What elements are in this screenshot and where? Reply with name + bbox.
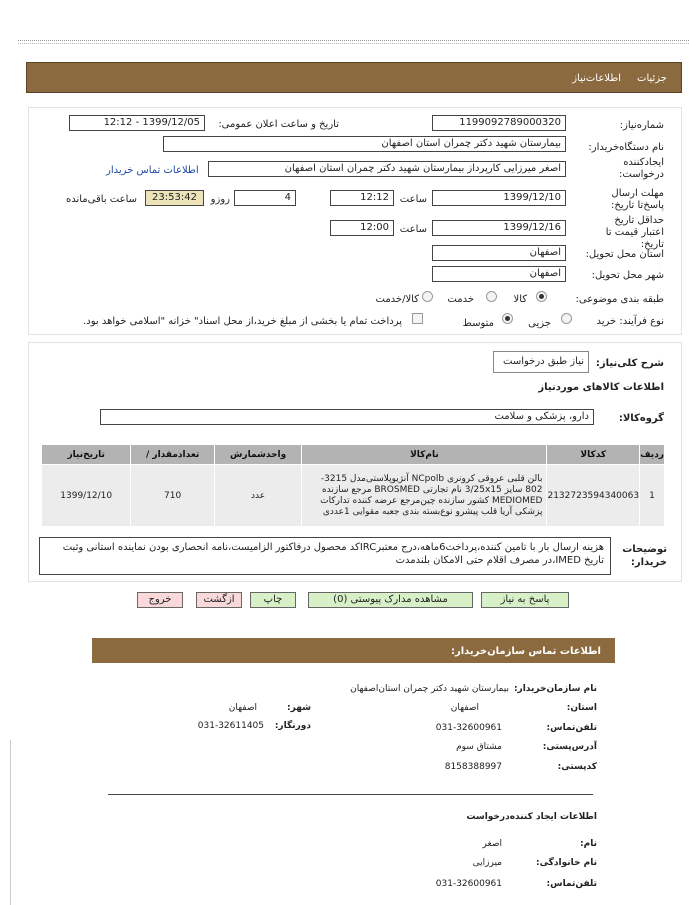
general-desc-label: شرح کلی‌نیاز:	[595, 358, 664, 369]
city-label: شهر محل تحویل:	[591, 270, 664, 281]
process-label: نوع فرآیند: خرید	[596, 316, 664, 327]
table-row[interactable]	[42, 465, 665, 527]
col-name: نام‌کالا	[302, 445, 547, 465]
goods-table	[41, 444, 665, 527]
print-button[interactable]: چاپ	[250, 592, 296, 608]
contact-org-label: نام سازمان‌خریدار:	[513, 684, 597, 694]
col-unit: واحدشمارش	[214, 445, 302, 465]
buyer-notes-field: هزینه ارسال بار با تامین کننده،پرداخت6ماهه،درج معتبرIRCکد محصول درفاکتور الزامیست،نامه انحصاری بودن نماینده استانی وثبت تاریخ IMED،در مصرف اقلام حتی الامکان بلندمدت	[39, 537, 611, 575]
announce-field: 1399/12/05 - 12:12	[69, 115, 205, 131]
contact-city-label: شهر:	[287, 703, 311, 713]
col-qty: تعدادمقدار /	[131, 445, 214, 465]
reply-time-label: ساعت	[399, 194, 427, 205]
cell-unit: عدد	[214, 465, 302, 527]
category-service-label: خدمت	[447, 294, 474, 305]
validity-time-label: ساعت	[399, 224, 427, 235]
process-medium-label: متوسط	[462, 318, 494, 329]
cell-qty: 710	[131, 465, 214, 527]
category-goods-service-radio[interactable]	[422, 291, 433, 302]
need-number-field: 1199092789000320	[432, 115, 566, 131]
contact-postal-label: کدپستی:	[557, 762, 597, 772]
creator-family: میرزایی	[472, 858, 502, 868]
validity-date-field: 1399/12/16	[432, 220, 566, 236]
exit-button[interactable]: خروج	[137, 592, 183, 608]
category-goods-radio[interactable]	[536, 291, 547, 302]
back-button[interactable]: ازگشت	[196, 592, 242, 608]
general-desc-field: نیاز طبق درخواست	[493, 351, 589, 373]
reply-button[interactable]: پاسخ به نیاز	[481, 592, 569, 608]
creator-field: اصغر میرزایی کارپرداز بیمارستان شهید دکتر چمران استان اصفهان	[208, 161, 566, 177]
category-goods-service-label: کالا/خدمت	[375, 294, 419, 305]
top-divider	[18, 40, 689, 44]
creator-phone: 031-32600961	[435, 879, 502, 889]
cell-index: 1	[640, 465, 665, 527]
reply-date-field: 1399/12/10	[432, 190, 566, 206]
group-label: گروه‌کالا:	[618, 413, 664, 424]
creator-name-label: نام:	[580, 839, 597, 849]
creator-phone-label: تلفن‌تماس:	[546, 879, 597, 889]
process-partial-label: جزیی	[528, 318, 551, 329]
announce-label: تاریخ و ساعت اعلان عمومی:	[218, 119, 339, 130]
min-validity-label: حداقل تاریخ اعتبار قیمت تا تاریخ:	[605, 215, 664, 250]
contact-fax: 031-32611405	[197, 721, 264, 731]
cell-date: 1399/12/10	[42, 465, 131, 527]
page-edge-line	[10, 740, 11, 905]
buyer-org-field: بیمارستان شهید دکتر چمران استان اصفهان	[163, 136, 566, 152]
validity-time-field: 12:00	[330, 220, 394, 236]
creator-family-label: نام خانوادگی:	[535, 858, 597, 868]
group-field: دارو، پزشکی و سلامت	[100, 409, 594, 425]
creator-name: اصغر	[482, 839, 502, 849]
contact-divider	[108, 794, 593, 795]
cell-code: 2132723594340063	[547, 465, 640, 527]
contact-address-label: آدرس‌پستی:	[542, 742, 597, 752]
category-service-radio[interactable]	[486, 291, 497, 302]
need-number-label: شماره‌نیاز:	[619, 120, 664, 131]
contact-province: اصفهان	[450, 703, 479, 713]
contact-phone-label: تلفن‌تماس:	[546, 723, 597, 733]
creator-label: ایجادکننده درخواست:	[619, 157, 664, 180]
tab-details[interactable]: جزئیات	[637, 73, 667, 84]
contact-province-label: استان:	[566, 703, 597, 713]
treasury-payment-note: پرداخت تمام یا بخشی از مبلغ خرید،از محل اسناد" خزانه "اسلامی خواهد بود.	[83, 316, 402, 327]
buyer-contact-link[interactable]: اطلاعات تماس خریدار	[106, 165, 199, 176]
reply-deadline-label: مهلت ارسال پاسخ‌تا تاریخ:	[611, 188, 664, 211]
goods-info-title: اطلاعات کالاهای موردنیاز	[538, 382, 664, 393]
category-label: طبقه بندی موضوعی:	[575, 294, 664, 305]
remaining-time-field: 23:53:42	[145, 190, 204, 206]
contact-fax-label: دورنگار:	[274, 721, 311, 731]
contact-phone: 031-32600961	[435, 723, 502, 733]
days-field: 4	[234, 190, 296, 206]
table-header-row	[42, 445, 665, 465]
col-code: کدکالا	[547, 445, 640, 465]
buyer-org-label: نام دستگاه‌خریدار:	[588, 142, 664, 153]
contact-postal: 8158388997	[444, 762, 502, 772]
cell-name: بالن قلبی عروقی کرونری NCpolb آنژیوپلاستی‌مدل 3215-802 سایز 3/25x15 نام تجارتی BROSMED مرجع سازنده MEDIOMED کشور سازنده چین‌مرجع عرضه کننده تدارکات پزشکی آریا قلب پیشرو نوع‌بسته بندی جعبه مقوایی 1عددی	[302, 465, 547, 527]
category-goods-label: کالا	[513, 294, 527, 305]
view-attachments-button[interactable]: مشاهده مدارک پیوستی (0)	[308, 592, 473, 608]
creator-info-title: اطلاعات ایجاد کننده‌درخواست	[466, 812, 597, 822]
tab-need-info[interactable]: اطلاعات‌نیاز	[572, 73, 621, 84]
remaining-label: ساعت باقی‌مانده	[65, 194, 137, 205]
city-field: اصفهان	[432, 266, 566, 282]
process-medium-radio[interactable]	[502, 313, 513, 324]
tab-header	[26, 62, 682, 93]
province-field: اصفهان	[432, 245, 566, 261]
contact-org: بیمارستان شهید دکتر چمران استان‌اصفهان	[350, 684, 509, 694]
province-label: استان محل تحویل:	[585, 249, 664, 260]
days-label: روزو	[210, 194, 230, 205]
buyer-notes-label: توضیحات خریدار:	[622, 544, 667, 568]
treasury-payment-checkbox[interactable]	[412, 313, 423, 324]
contact-city: اصفهان	[228, 703, 257, 713]
contact-address: مشتاق سوم	[456, 742, 502, 752]
contact-header	[92, 638, 615, 663]
col-index: ردیف	[640, 445, 665, 465]
reply-time-field: 12:12	[330, 190, 394, 206]
col-date: تاریخ‌نیاز	[42, 445, 131, 465]
contact-title: اطلاعات تماس سازمان‌خریدار:	[450, 646, 601, 657]
process-partial-radio[interactable]	[561, 313, 572, 324]
